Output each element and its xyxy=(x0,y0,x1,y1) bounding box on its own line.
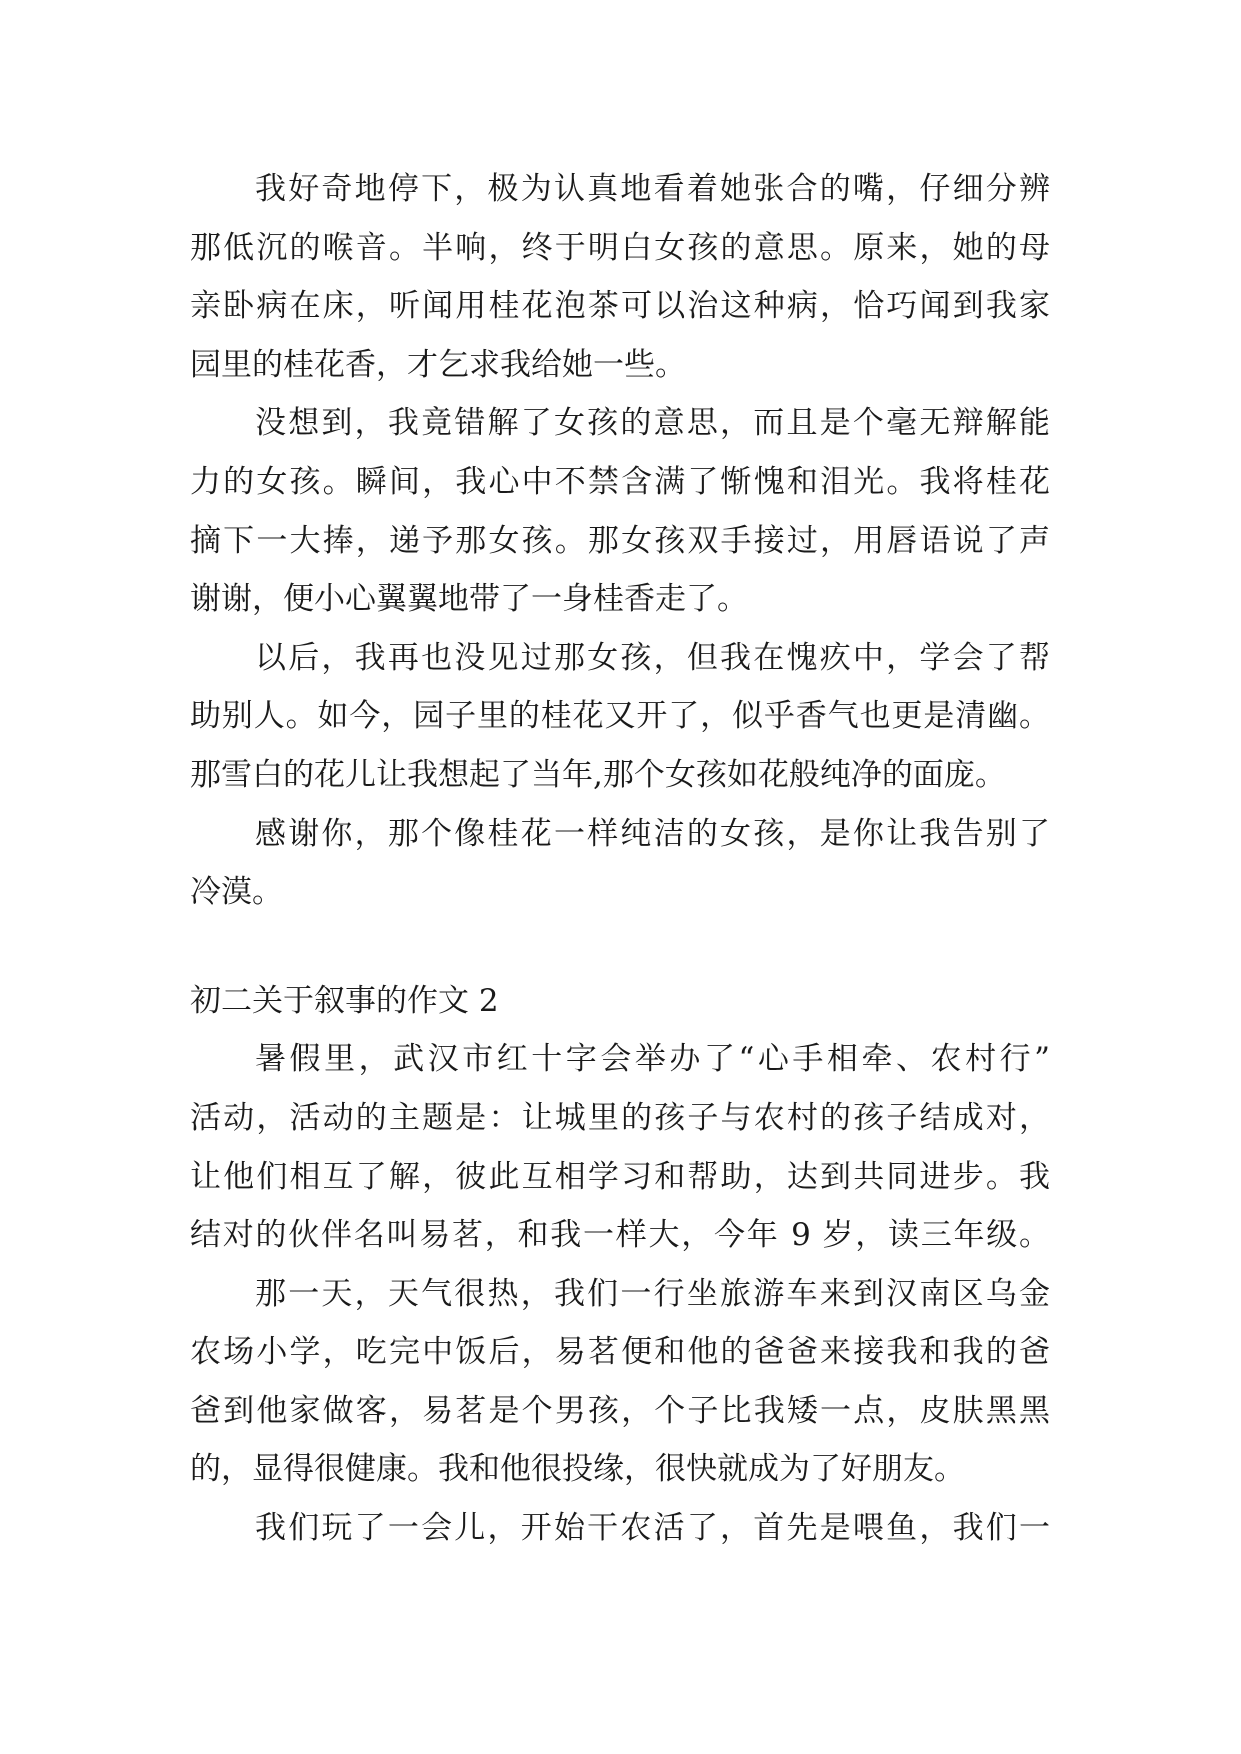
text-line: 园里的桂花香，才乞求我给她一些。 xyxy=(190,346,686,383)
text-line: 活动，活动的主题是：让城里的孩子与农村的孩子结成对， xyxy=(190,1099,1050,1136)
text-line: 那雪白的花儿让我想起了当年,那个女孩如花般纯净的面庞。 xyxy=(190,756,1006,793)
text-line: 那一天，天气很热，我们一行坐旅游车来到汉南区乌金 xyxy=(255,1275,1050,1312)
text-line: 没想到，我竟错解了女孩的意思，而且是个毫无辩解能 xyxy=(255,405,1050,442)
paragraph xyxy=(190,160,1050,394)
text-line: 爸到他家做客，易茗是个男孩，个子比我矮一点，皮肤黑黑 xyxy=(190,1392,1050,1429)
text-line: 感谢你，那个像桂花一样纯洁的女孩，是你让我告别了 xyxy=(255,815,1050,852)
document-page xyxy=(190,160,1050,1558)
text-line: 谢谢，便小心翼翼地带了一身桂香走了。 xyxy=(190,581,748,618)
paragraph xyxy=(190,805,1050,922)
text-line: 力的女孩。瞬间，我心中不禁含满了惭愧和泪光。我将桂花 xyxy=(190,463,1050,500)
paragraph xyxy=(190,1499,1050,1558)
text-line: 亲卧病在床，听闻用桂花泡茶可以治这种病，恰巧闻到我家 xyxy=(190,288,1050,325)
text-line: 以后，我再也没见过那女孩，但我在愧疚中，学会了帮 xyxy=(255,639,1050,676)
text-line: 那低沉的喉音。半响，终于明白女孩的意思。原来，她的母 xyxy=(190,229,1050,266)
text-line: 农场小学，吃完中饭后，易茗便和他的爸爸来接我和我的爸 xyxy=(190,1334,1050,1371)
text-line: 让他们相互了解，彼此互相学习和帮助，达到共同进步。我 xyxy=(190,1158,1050,1195)
paragraph xyxy=(190,1030,1050,1264)
text-line: 结对的伙伴名叫易茗，和我一样大，今年 9 岁，读三年级。 xyxy=(190,1217,1050,1254)
text-line: 我好奇地停下，极为认真地看着她张合的嘴，仔细分辨 xyxy=(255,171,1050,207)
article-2 xyxy=(190,972,1050,1558)
article-title: 初二关于叙事的作文 2 xyxy=(190,982,499,1019)
text-line: 摘下一大捧，递予那女孩。那女孩双手接过，用唇语说了声 xyxy=(190,522,1050,559)
article-1 xyxy=(190,160,1050,922)
text-line: 冷漠。 xyxy=(190,874,283,911)
paragraph xyxy=(190,1265,1050,1499)
text-line: 我们玩了一会儿，开始干农活了，首先是喂鱼，我们一 xyxy=(255,1510,1050,1547)
text-line: 助别人。如今，园子里的桂花又开了，似乎香气也更是清幽。 xyxy=(190,698,1050,735)
text-line: 暑假里，武汉市红十字会举办了“心手相牵、农村行” xyxy=(255,1041,1050,1078)
paragraph xyxy=(190,394,1050,628)
text-line: 的，显得很健康。我和他很投缘，很快就成为了好朋友。 xyxy=(190,1451,965,1488)
paragraph xyxy=(190,629,1050,805)
